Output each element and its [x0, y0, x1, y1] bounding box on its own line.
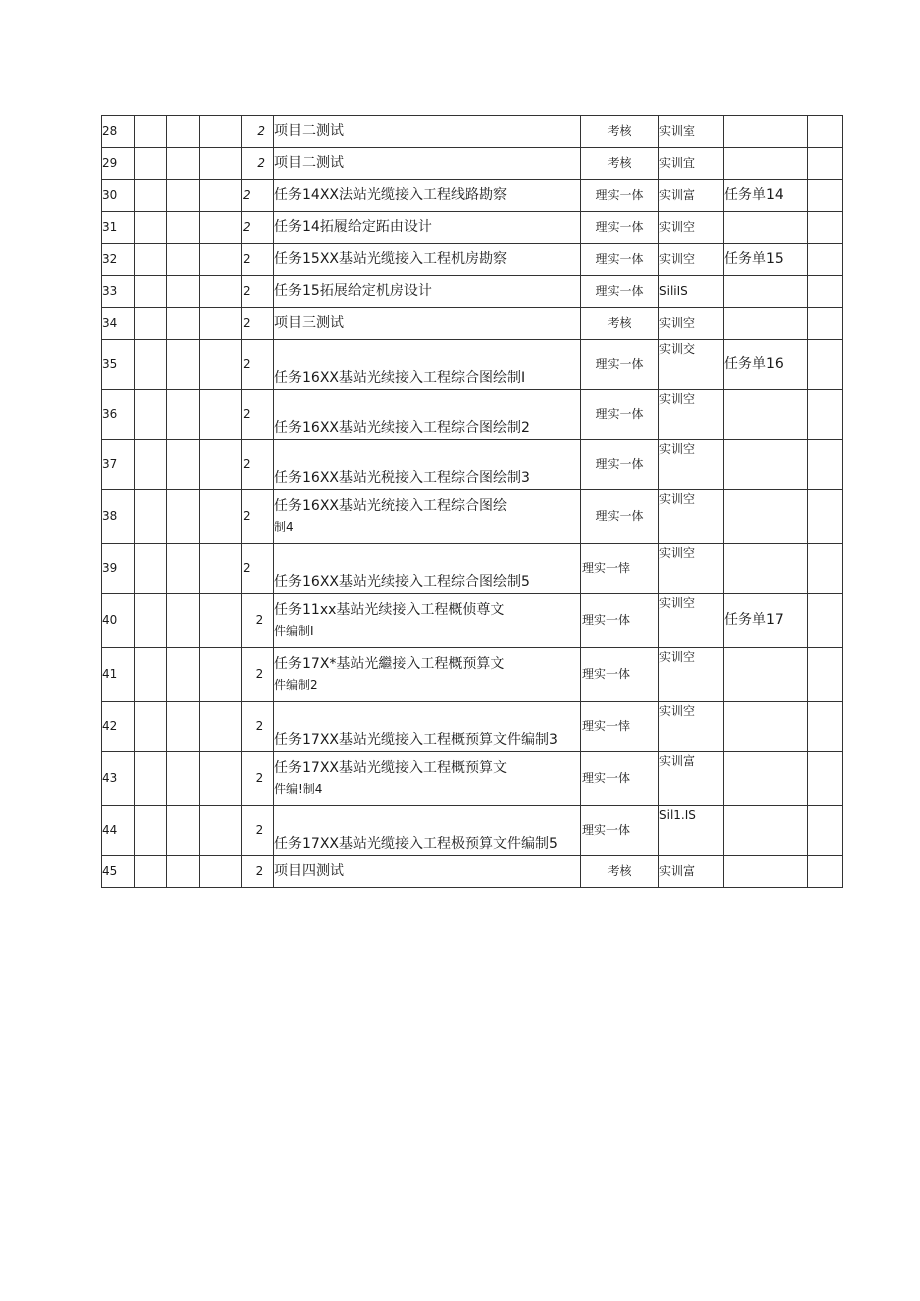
empty-cell	[135, 308, 167, 340]
empty-cell	[808, 180, 843, 212]
empty-cell	[200, 390, 242, 440]
empty-cell	[200, 148, 242, 180]
venue: Sil1.IS	[659, 806, 724, 856]
venue: 实训空	[659, 308, 724, 340]
empty-cell	[200, 440, 242, 490]
table-row	[102, 648, 843, 702]
hours-cell: 2	[242, 308, 274, 340]
empty-cell	[167, 702, 200, 752]
venue: 实训交	[659, 340, 724, 390]
table-row	[102, 276, 843, 308]
task-name: 任务15拓展给定机房设计	[274, 276, 581, 308]
task-name-line2: 件编!制4	[274, 782, 323, 796]
empty-cell	[167, 180, 200, 212]
table-row	[102, 806, 843, 856]
task-name: 任务17XX基站光缆接入工程极预算文件编制5	[274, 806, 581, 856]
empty-cell	[200, 244, 242, 276]
empty-cell	[808, 648, 843, 702]
task-sheet	[724, 856, 808, 888]
venue: 实训空	[659, 440, 724, 490]
table-row	[102, 212, 843, 244]
empty-cell	[167, 340, 200, 390]
venue: 实训空	[659, 594, 724, 648]
empty-cell	[135, 244, 167, 276]
task-name-line1: 任务17XX基站光缆接入工程概预算文	[274, 760, 507, 776]
task-name: 项目四测试	[274, 856, 581, 888]
venue: 实训空	[659, 544, 724, 594]
task-name: 任务14XX法站光缆接入工程线路勘察	[274, 180, 581, 212]
hours-cell: 2	[242, 390, 274, 440]
hours-cell: 2	[242, 544, 274, 594]
empty-cell	[167, 440, 200, 490]
teaching-type: 考核	[581, 308, 659, 340]
table-row	[102, 148, 843, 180]
empty-cell	[808, 308, 843, 340]
row-number: 45	[102, 856, 135, 888]
table-row	[102, 856, 843, 888]
hours-cell: 2	[242, 276, 274, 308]
empty-cell	[135, 276, 167, 308]
task-name-line1: 任务17X*基站光繼接入工程概预算文	[274, 656, 505, 672]
empty-cell	[135, 440, 167, 490]
table-row	[102, 544, 843, 594]
hours-cell: 2	[242, 180, 274, 212]
course-schedule-table	[101, 115, 843, 888]
empty-cell	[200, 180, 242, 212]
empty-cell	[200, 308, 242, 340]
empty-cell	[200, 594, 242, 648]
task-name: 任务15XX基站光缆接入工程机房勘察	[274, 244, 581, 276]
empty-cell	[167, 390, 200, 440]
venue: SiliIS	[659, 276, 724, 308]
empty-cell	[135, 212, 167, 244]
hours-cell: 2	[242, 490, 274, 544]
row-number: 33	[102, 276, 135, 308]
empty-cell	[167, 648, 200, 702]
task-name-line2: 件编制I	[274, 624, 314, 638]
task-sheet	[724, 648, 808, 702]
task-sheet	[724, 308, 808, 340]
task-sheet	[724, 390, 808, 440]
table-row	[102, 116, 843, 148]
empty-cell	[135, 752, 167, 806]
row-number: 29	[102, 148, 135, 180]
venue: 实训富	[659, 856, 724, 888]
task-name-line1: 任务16XX基站光统接入工程综合图绘	[274, 498, 507, 514]
empty-cell	[200, 544, 242, 594]
teaching-type: 理实一体	[581, 276, 659, 308]
hours-cell: 2	[242, 440, 274, 490]
task-sheet	[724, 116, 808, 148]
hours-cell: 2	[242, 702, 274, 752]
venue: 实训富	[659, 180, 724, 212]
empty-cell	[808, 116, 843, 148]
venue: 实训空	[659, 648, 724, 702]
hours-cell: 2	[242, 116, 274, 148]
task-sheet	[724, 544, 808, 594]
task-sheet: 任务单17	[724, 594, 808, 648]
task-name: 任务17XX基站光缆接入工程概预算文件编制3	[274, 702, 581, 752]
task-name	[274, 752, 581, 806]
table-row	[102, 390, 843, 440]
empty-cell	[808, 276, 843, 308]
empty-cell	[167, 594, 200, 648]
task-name: 任务16XX基站光税接入工程综合图绘制3	[274, 440, 581, 490]
row-number: 38	[102, 490, 135, 544]
task-sheet	[724, 212, 808, 244]
task-sheet	[724, 752, 808, 806]
empty-cell	[135, 180, 167, 212]
empty-cell	[167, 752, 200, 806]
empty-cell	[167, 544, 200, 594]
task-name: 项目二测试	[274, 148, 581, 180]
empty-cell	[135, 806, 167, 856]
teaching-type: 理实一体	[581, 340, 659, 390]
teaching-type: 理实一体	[581, 648, 659, 702]
empty-cell	[200, 490, 242, 544]
venue: 实训室	[659, 116, 724, 148]
empty-cell	[135, 702, 167, 752]
empty-cell	[808, 390, 843, 440]
empty-cell	[200, 702, 242, 752]
empty-cell	[200, 340, 242, 390]
empty-cell	[135, 340, 167, 390]
teaching-type: 考核	[581, 148, 659, 180]
row-number: 32	[102, 244, 135, 276]
empty-cell	[167, 212, 200, 244]
venue: 实训空	[659, 702, 724, 752]
empty-cell	[200, 806, 242, 856]
hours-cell: 2	[242, 212, 274, 244]
empty-cell	[200, 116, 242, 148]
teaching-type: 理实一体	[581, 440, 659, 490]
teaching-type: 理实一体	[581, 390, 659, 440]
empty-cell	[808, 490, 843, 544]
venue: 实训宜	[659, 148, 724, 180]
teaching-type: 理实一体	[581, 212, 659, 244]
table-row	[102, 490, 843, 544]
task-sheet	[724, 276, 808, 308]
task-sheet: 任务单14	[724, 180, 808, 212]
empty-cell	[808, 856, 843, 888]
row-number: 36	[102, 390, 135, 440]
row-number: 42	[102, 702, 135, 752]
hours-cell: 2	[242, 594, 274, 648]
table-row	[102, 594, 843, 648]
venue: 实训空	[659, 490, 724, 544]
empty-cell	[808, 340, 843, 390]
empty-cell	[135, 648, 167, 702]
venue: 实训富	[659, 752, 724, 806]
empty-cell	[135, 594, 167, 648]
row-number: 43	[102, 752, 135, 806]
empty-cell	[167, 806, 200, 856]
empty-cell	[135, 390, 167, 440]
task-name-line2: 制4	[274, 520, 294, 534]
task-name: 任务16XX基站光续接入工程综合图绘制I	[274, 340, 581, 390]
task-sheet	[724, 806, 808, 856]
empty-cell	[167, 490, 200, 544]
table-row	[102, 752, 843, 806]
empty-cell	[135, 116, 167, 148]
hours-cell: 2	[242, 856, 274, 888]
teaching-type: 理实一体	[581, 752, 659, 806]
task-name: 任务14拓履给定跖由设计	[274, 212, 581, 244]
row-number: 35	[102, 340, 135, 390]
venue: 实训空	[659, 212, 724, 244]
hours-cell: 2	[242, 752, 274, 806]
empty-cell	[808, 244, 843, 276]
empty-cell	[167, 148, 200, 180]
task-name-line2: 件编制2	[274, 678, 318, 692]
row-number: 40	[102, 594, 135, 648]
task-sheet: 任务单15	[724, 244, 808, 276]
task-sheet: 任务单16	[724, 340, 808, 390]
task-name-line1: 任务11xx基站光续接入工程概侦尊文	[274, 602, 505, 618]
empty-cell	[167, 244, 200, 276]
row-number: 39	[102, 544, 135, 594]
teaching-type: 理实一悻	[581, 702, 659, 752]
table-row	[102, 340, 843, 390]
empty-cell	[808, 544, 843, 594]
venue: 实训空	[659, 244, 724, 276]
row-number: 34	[102, 308, 135, 340]
empty-cell	[200, 212, 242, 244]
empty-cell	[135, 148, 167, 180]
row-number: 28	[102, 116, 135, 148]
table-row	[102, 180, 843, 212]
venue: 实训空	[659, 390, 724, 440]
row-number: 44	[102, 806, 135, 856]
row-number: 30	[102, 180, 135, 212]
empty-cell	[135, 544, 167, 594]
row-number: 31	[102, 212, 135, 244]
empty-cell	[808, 806, 843, 856]
empty-cell	[808, 594, 843, 648]
teaching-type: 理实一悻	[581, 544, 659, 594]
teaching-type: 理实一体	[581, 490, 659, 544]
empty-cell	[200, 856, 242, 888]
row-number: 41	[102, 648, 135, 702]
hours-cell: 2	[242, 648, 274, 702]
empty-cell	[167, 276, 200, 308]
empty-cell	[200, 276, 242, 308]
empty-cell	[808, 148, 843, 180]
task-sheet	[724, 148, 808, 180]
empty-cell	[167, 308, 200, 340]
task-sheet	[724, 702, 808, 752]
empty-cell	[808, 752, 843, 806]
task-name	[274, 490, 581, 544]
teaching-type: 理实一体	[581, 244, 659, 276]
hours-cell: 2	[242, 244, 274, 276]
empty-cell	[167, 116, 200, 148]
table-row	[102, 702, 843, 752]
teaching-type: 考核	[581, 116, 659, 148]
task-name	[274, 648, 581, 702]
empty-cell	[200, 648, 242, 702]
task-name	[274, 594, 581, 648]
teaching-type: 考核	[581, 856, 659, 888]
hours-cell: 2	[242, 340, 274, 390]
empty-cell	[808, 212, 843, 244]
empty-cell	[808, 440, 843, 490]
empty-cell	[135, 490, 167, 544]
task-name: 项目三测试	[274, 308, 581, 340]
empty-cell	[135, 856, 167, 888]
hours-cell: 2	[242, 148, 274, 180]
table-row	[102, 440, 843, 490]
empty-cell	[200, 752, 242, 806]
task-name: 任务16XX基站光续接入工程综合图绘制2	[274, 390, 581, 440]
empty-cell	[167, 856, 200, 888]
task-name: 项目二测试	[274, 116, 581, 148]
task-sheet	[724, 440, 808, 490]
hours-cell: 2	[242, 806, 274, 856]
teaching-type: 理实一体	[581, 594, 659, 648]
task-name: 任务16XX基站光续接入工程综合图绘制5	[274, 544, 581, 594]
empty-cell	[808, 702, 843, 752]
teaching-type: 理实一体	[581, 806, 659, 856]
table-row	[102, 244, 843, 276]
row-number: 37	[102, 440, 135, 490]
teaching-type: 理实一体	[581, 180, 659, 212]
task-sheet	[724, 490, 808, 544]
table-row	[102, 308, 843, 340]
